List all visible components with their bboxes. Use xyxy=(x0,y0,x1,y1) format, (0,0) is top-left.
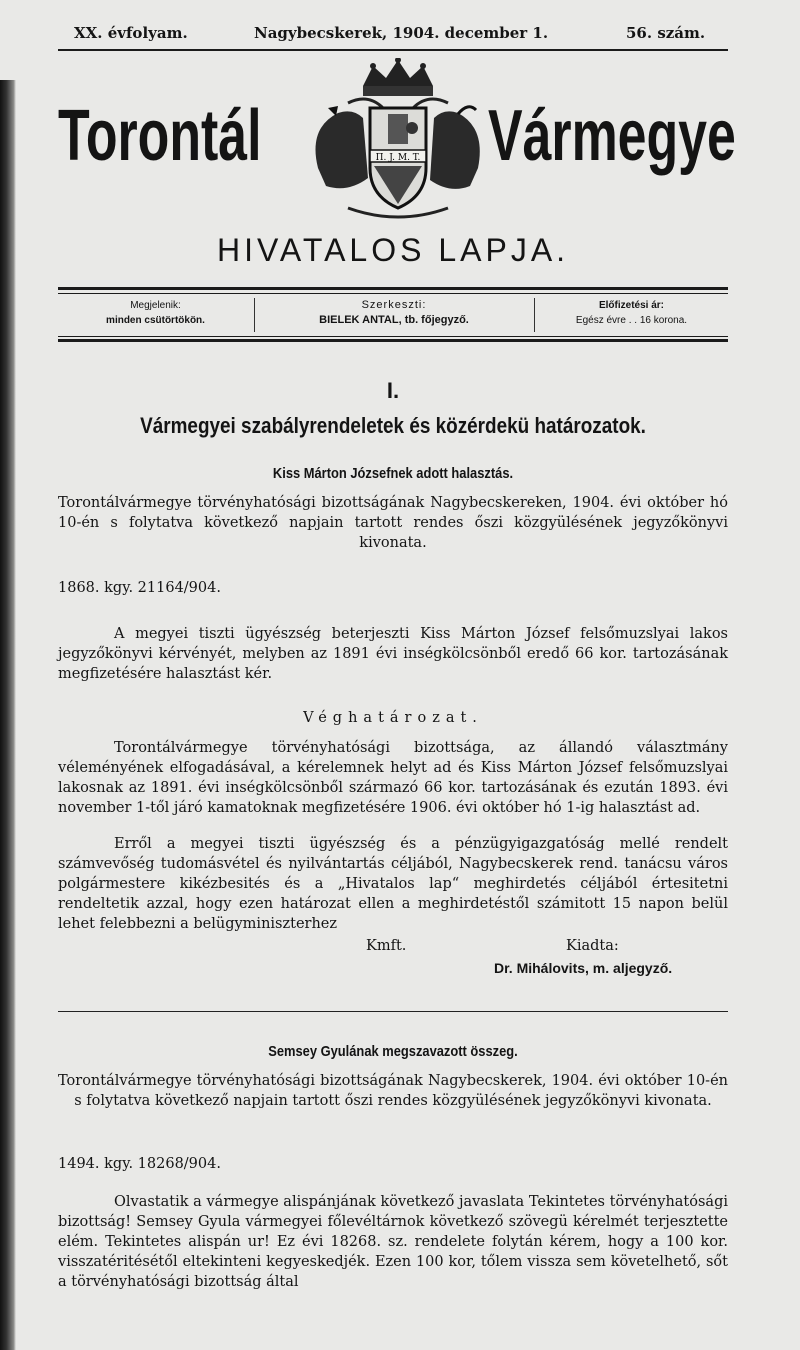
crest-text: П. J. M. T. xyxy=(375,153,421,163)
section-number: I. xyxy=(386,378,400,403)
article2-intro: Torontálvármegye törvényhatósági bizottságának Nagybecskerek, 1904. évi október 10-én s folytatva következő napjain tartott őszi rendes közgyülésének jegyzőkönyvi kivonata. xyxy=(58,1073,728,1109)
title-right-word: Vármegye xyxy=(488,96,736,176)
decision-paragraph-2: Erről a megyei tiszti ügyészség és a pénzügyigazgatóság mellé rendelt számvevőség tudomásvétel és nyilvántartás céljából, Nagybecskerek rend. tanácsu város polgármestere kikézbesités és a „Hivatalos lap“ meghirdetés céljából értesitetni rendeltetik azzal, hogy ezen határozat ellen a meghirdetéstől számitott 15 napon belül lehet felebbezni a belügyminiszterhez xyxy=(58,836,728,932)
subscription-label: Előfizetési ár: xyxy=(598,300,665,311)
article1-body: A megyei tiszti ügyészség beterjeszti Kiss Márton József felsőmuzslyai lakos jegyzőkönyvi kérvényét, melyben az 1891 évi inségkölcsönből eredő 66 kor. tartozásának megfizetésére halasztást kér. xyxy=(58,626,728,682)
volume-number: XX. évfolyam. xyxy=(74,24,188,42)
article2-reference: 1494. kgy. 18268/904. xyxy=(58,1156,221,1172)
info-editor xyxy=(255,298,533,332)
masthead xyxy=(74,24,728,46)
county-crest-icon xyxy=(308,58,488,228)
article-separator xyxy=(58,1011,728,1012)
signer: Dr. Mihálovits, m. aljegyző. xyxy=(494,960,673,976)
article1-intro: Torontálvármegye törvényhatósági bizottságának Nagybecskereken, 1904. évi október hó 10-én s folytatva következő napjain tartott rendes őszi közgyülésének jegyzőkönyvi kivonata. xyxy=(58,495,728,551)
info-rule-top-thin xyxy=(58,293,728,294)
subscription-value: Egész évre . . 16 korona. xyxy=(575,315,688,326)
issue-number: 56. szám. xyxy=(626,24,706,42)
issued-label: Kiadta: xyxy=(566,938,619,954)
newspaper-page xyxy=(58,0,736,1350)
decision-paragraph-1: Torontálvármegye törvényhatósági bizottsága, az állandó választmány véleményének elfogadásával, a kérelemnek helyt ad és Kiss Márton József felsőmuzslyai lakosnak az 1891. évi inségkölcsönből származó 66 kor. tartozásának és ezután 1893. évi november 1-től járó kamatoknak megfizetésére 1906. évi október hó 1-ig halasztást ad. xyxy=(58,740,728,816)
place-date: Nagybecskerek, 1904. december 1. xyxy=(254,24,549,42)
info-publication xyxy=(58,298,253,332)
publication-label: Megjelenik: xyxy=(130,300,181,311)
masthead-rule xyxy=(58,49,728,51)
article1-heading: Kiss Márton Józsefnek adott halasztás. xyxy=(272,465,514,482)
editor-label: Szerkeszti: xyxy=(361,299,427,311)
article2-body: Olvastatik a vármegye alispánjának következő javaslata Tekintetes törvényhatósági bizottság! Semsey Gyula vármegyei főlevéltárnok következő szövegü kérelmét terjesztette elém. Tekintetes alispán ur! Ez évi 18268. sz. rendelete folytán kérem, hogy a 100 kor. visszatéritésétől eltekinteni kegyeskedjék. Ezen 100 kor, tőlem vissza sem követelhető, sőt a törvényhatósági bizottság által xyxy=(58,1194,728,1290)
info-subscription xyxy=(535,298,728,332)
binding-edge xyxy=(0,80,16,1350)
decision-label: Véghatározat. xyxy=(303,710,483,726)
publication-value: minden csütörtökön. xyxy=(106,315,205,326)
editor-value: BIELEK ANTAL, tb. főjegyző. xyxy=(319,314,469,326)
article2-heading: Semsey Gyulának megszavazott összeg. xyxy=(268,1043,518,1060)
subtitle: HIVATALOS LAPJA. xyxy=(216,232,570,268)
title-left-word: Torontál xyxy=(58,96,262,176)
info-box xyxy=(58,298,728,334)
info-rule-bottom xyxy=(58,339,728,342)
section-title: Vármegyei szabályrendeletek és közérdekü határozatok. xyxy=(140,413,646,438)
article1-reference: 1868. kgy. 21164/904. xyxy=(58,580,221,596)
info-rule-bottom-thin xyxy=(58,336,728,337)
kmft-label: Kmft. xyxy=(366,938,407,954)
info-rule-top xyxy=(58,287,728,290)
